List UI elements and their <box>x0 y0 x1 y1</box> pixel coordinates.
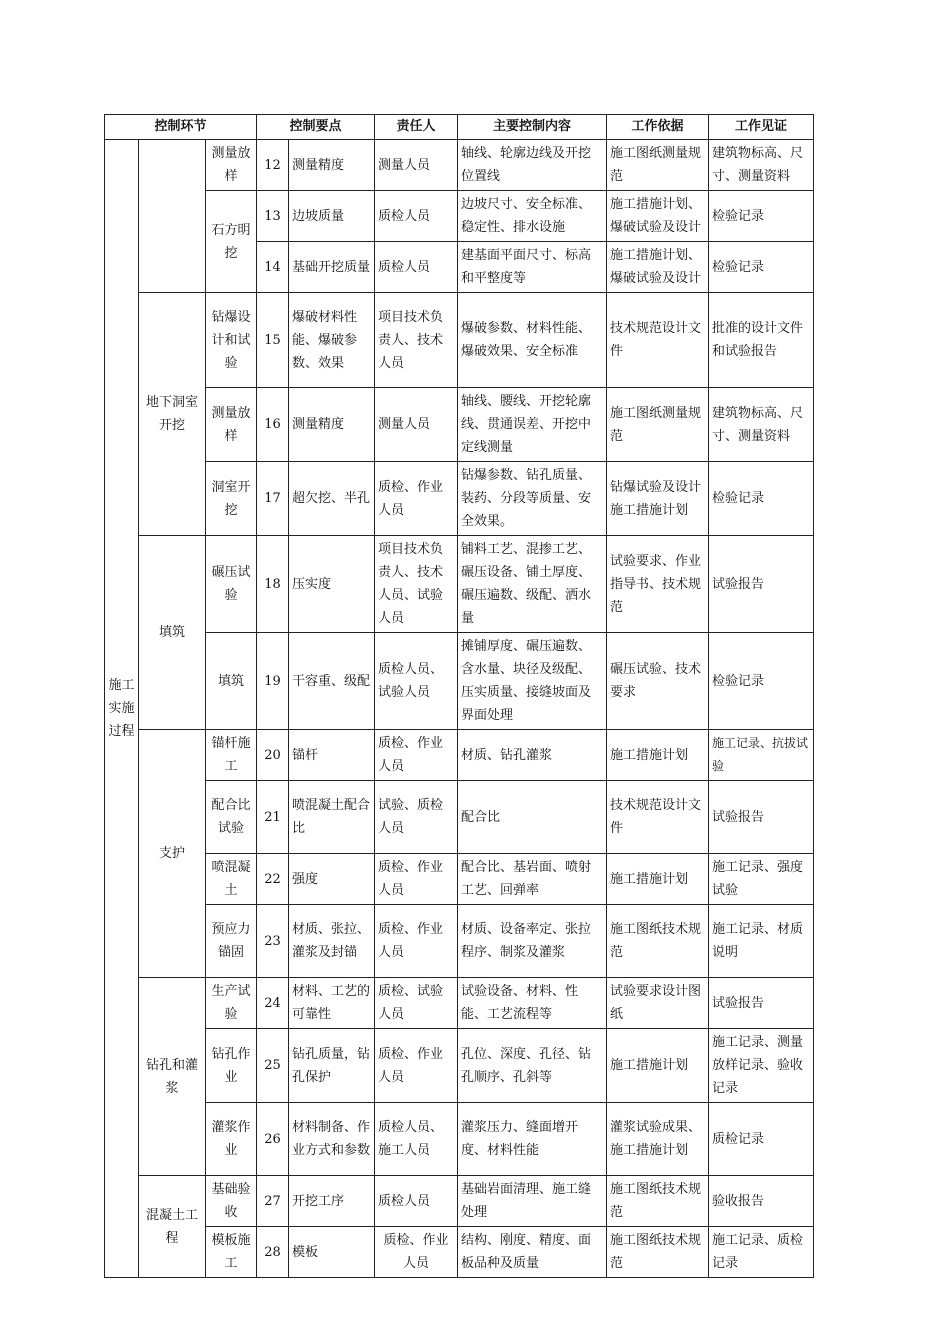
content-cell: 铺料工艺、混掺工艺、碾压设备、铺土厚度、碾压遍数、级配、洒水量 <box>458 536 607 633</box>
group-label: 地下洞室开挖 <box>139 293 206 536</box>
point-cell: 材料制备、作业方式和参数 <box>289 1103 375 1176</box>
evidence-cell: 检验记录 <box>709 462 814 536</box>
owner-cell: 质检人员 <box>375 1176 458 1227</box>
item-number: 17 <box>257 462 289 536</box>
basis-cell: 施工措施计划 <box>607 854 709 905</box>
header-row <box>105 115 814 140</box>
header-content: 主要控制内容 <box>458 115 607 140</box>
header-stage: 控制环节 <box>105 115 257 140</box>
evidence-cell: 试验报告 <box>709 978 814 1029</box>
table-row <box>105 536 814 633</box>
owner-cell: 质检、作业人员 <box>375 905 458 978</box>
basis-cell: 碾压试验、技术要求 <box>607 633 709 730</box>
evidence-cell: 质检记录 <box>709 1103 814 1176</box>
owner-cell: 测量人员 <box>375 388 458 462</box>
owner-cell: 项目技术负责人、技术人员 <box>375 293 458 388</box>
table-row <box>105 293 814 388</box>
point-cell: 钻孔质量，钻孔保护 <box>289 1029 375 1103</box>
point-cell: 干容重、级配 <box>289 633 375 730</box>
step-cell: 碾压试验 <box>206 536 257 633</box>
basis-cell: 施工图纸技术规范 <box>607 1176 709 1227</box>
evidence-cell: 施工记录、材质说明 <box>709 905 814 978</box>
content-cell: 钻爆参数、钻孔质量、装药、分段等质量、安全效果。 <box>458 462 607 536</box>
evidence-cell: 施工记录、质检记录 <box>709 1227 814 1278</box>
owner-cell: 质检、作业人员 <box>375 1227 458 1278</box>
table-row <box>105 905 814 978</box>
item-number: 16 <box>257 388 289 462</box>
item-number: 25 <box>257 1029 289 1103</box>
basis-cell: 试验要求、作业指导书、技术规范 <box>607 536 709 633</box>
content-cell: 孔位、深度、孔径、钻孔顺序、孔斜等 <box>458 1029 607 1103</box>
step-cell: 基础验收 <box>206 1176 257 1227</box>
point-cell: 材料、工艺的可靠性 <box>289 978 375 1029</box>
basis-cell: 施工图纸技术规范 <box>607 905 709 978</box>
step-cell: 锚杆施工 <box>206 730 257 781</box>
table-row <box>105 388 814 462</box>
step-cell: 测量放样 <box>206 140 257 191</box>
group-label: 钻孔和灌浆 <box>139 978 206 1176</box>
table-row <box>105 1227 814 1278</box>
content-cell: 轴线、腰线、开挖轮廓线、贯通误差、开挖中定线测量 <box>458 388 607 462</box>
item-number: 18 <box>257 536 289 633</box>
table-row <box>105 191 814 242</box>
owner-cell: 质检人员、施工人员 <box>375 1103 458 1176</box>
step-cell: 预应力锚固 <box>206 905 257 978</box>
basis-cell: 施工图纸技术规范 <box>607 1227 709 1278</box>
owner-cell: 质检、作业人员 <box>375 462 458 536</box>
table-row <box>105 730 814 781</box>
group-label-open-excavation <box>139 140 206 293</box>
owner-cell: 测量人员 <box>375 140 458 191</box>
content-cell: 材质、钻孔灌浆 <box>458 730 607 781</box>
owner-cell: 试验、质检人员 <box>375 781 458 854</box>
owner-cell: 质检人员、试验人员 <box>375 633 458 730</box>
group-label: 支护 <box>139 730 206 978</box>
basis-cell: 钻爆试验及设计施工措施计划 <box>607 462 709 536</box>
item-number: 19 <box>257 633 289 730</box>
header-point: 控制要点 <box>257 115 375 140</box>
evidence-cell: 施工记录、抗拔试验 <box>709 730 814 781</box>
item-number: 20 <box>257 730 289 781</box>
item-number: 23 <box>257 905 289 978</box>
group-label: 填筑 <box>139 536 206 730</box>
item-number: 24 <box>257 978 289 1029</box>
point-cell: 基础开挖质量 <box>289 242 375 293</box>
table-row <box>105 854 814 905</box>
header-basis: 工作依据 <box>607 115 709 140</box>
point-cell: 边坡质量 <box>289 191 375 242</box>
table-row <box>105 781 814 854</box>
evidence-cell: 施工记录、强度试验 <box>709 854 814 905</box>
basis-cell: 灌浆试验成果、施工措施计划 <box>607 1103 709 1176</box>
step-cell: 模板施工 <box>206 1227 257 1278</box>
step-cell: 钻孔作业 <box>206 1029 257 1103</box>
basis-cell: 技术规范设计文件 <box>607 293 709 388</box>
content-cell: 配合比、基岩面、喷射工艺、回弹率 <box>458 854 607 905</box>
content-cell: 摊铺厚度、碾压遍数、含水量、块径及级配、压实质量、接缝坡面及界面处理 <box>458 633 607 730</box>
item-number: 27 <box>257 1176 289 1227</box>
content-cell: 试验设备、材料、性能、工艺流程等 <box>458 978 607 1029</box>
step-cell: 洞室开挖 <box>206 462 257 536</box>
point-cell: 喷混凝土配合比 <box>289 781 375 854</box>
point-cell: 测量精度 <box>289 140 375 191</box>
content-cell: 材质、设备率定、张拉程序、制浆及灌浆 <box>458 905 607 978</box>
step-cell: 填筑 <box>206 633 257 730</box>
evidence-cell: 批准的设计文件和试验报告 <box>709 293 814 388</box>
evidence-cell: 检验记录 <box>709 242 814 293</box>
header-owner: 责任人 <box>375 115 458 140</box>
basis-cell: 施工图纸测量规范 <box>607 388 709 462</box>
point-cell: 模板 <box>289 1227 375 1278</box>
header-evidence: 工作见证 <box>709 115 814 140</box>
item-number: 12 <box>257 140 289 191</box>
item-number: 15 <box>257 293 289 388</box>
point-cell: 开挖工序 <box>289 1176 375 1227</box>
table-row <box>105 978 814 1029</box>
point-cell: 超欠挖、半孔 <box>289 462 375 536</box>
evidence-cell: 验收报告 <box>709 1176 814 1227</box>
content-cell: 结构、刚度、精度、面板品种及质量 <box>458 1227 607 1278</box>
quality-control-table <box>104 114 814 1278</box>
owner-cell: 项目技术负责人、技术人员、试验人员 <box>375 536 458 633</box>
point-cell: 测量精度 <box>289 388 375 462</box>
item-number: 28 <box>257 1227 289 1278</box>
item-number: 21 <box>257 781 289 854</box>
point-cell: 爆破材料性能、爆破参数、效果 <box>289 293 375 388</box>
content-cell: 建基面平面尺寸、标高和平整度等 <box>458 242 607 293</box>
group-label: 混凝土工程 <box>139 1176 206 1278</box>
content-cell: 爆破参数、材料性能、爆破效果、安全标准 <box>458 293 607 388</box>
step-cell: 钻爆设计和试验 <box>206 293 257 388</box>
point-cell: 锚杆 <box>289 730 375 781</box>
point-cell: 强度 <box>289 854 375 905</box>
table-row <box>105 1103 814 1176</box>
content-cell: 边坡尺寸、安全标准、稳定性、排水设施 <box>458 191 607 242</box>
owner-cell: 质检人员 <box>375 242 458 293</box>
table-row <box>105 462 814 536</box>
content-cell: 轴线、轮廓边线及开挖位置线 <box>458 140 607 191</box>
item-number: 22 <box>257 854 289 905</box>
content-cell: 基础岩面清理、施工缝处理 <box>458 1176 607 1227</box>
table-row <box>105 140 814 191</box>
owner-cell: 质检、作业人员 <box>375 854 458 905</box>
basis-cell: 施工图纸测量规范 <box>607 140 709 191</box>
owner-cell: 质检、作业人员 <box>375 730 458 781</box>
evidence-cell: 检验记录 <box>709 191 814 242</box>
evidence-cell: 建筑物标高、尺寸、测量资料 <box>709 140 814 191</box>
point-cell: 压实度 <box>289 536 375 633</box>
basis-cell: 施工措施计划 <box>607 730 709 781</box>
point-cell: 材质、张拉、灌浆及封锚 <box>289 905 375 978</box>
evidence-cell: 检验记录 <box>709 633 814 730</box>
basis-cell: 技术规范设计文件 <box>607 781 709 854</box>
evidence-cell: 试验报告 <box>709 781 814 854</box>
evidence-cell: 施工记录、测量放样记录、验收记录 <box>709 1029 814 1103</box>
table-row <box>105 1029 814 1103</box>
step-cell: 测量放样 <box>206 388 257 462</box>
step-cell: 石方明挖 <box>206 191 257 293</box>
item-number: 14 <box>257 242 289 293</box>
evidence-cell: 试验报告 <box>709 536 814 633</box>
step-cell: 配合比试验 <box>206 781 257 854</box>
table-row <box>105 633 814 730</box>
content-cell: 灌浆压力、缝面增开度、材料性能 <box>458 1103 607 1176</box>
step-cell: 喷混凝土 <box>206 854 257 905</box>
owner-cell: 质检、试验人员 <box>375 978 458 1029</box>
evidence-cell: 建筑物标高、尺寸、测量资料 <box>709 388 814 462</box>
item-number: 13 <box>257 191 289 242</box>
basis-cell: 试验要求设计图纸 <box>607 978 709 1029</box>
step-cell: 生产试验 <box>206 978 257 1029</box>
basis-cell: 施工措施计划、爆破试验及设计 <box>607 242 709 293</box>
step-cell: 灌浆作业 <box>206 1103 257 1176</box>
phase-label: 施工实施过程 <box>105 140 139 1278</box>
owner-cell: 质检人员 <box>375 191 458 242</box>
basis-cell: 施工措施计划 <box>607 1029 709 1103</box>
item-number: 26 <box>257 1103 289 1176</box>
content-cell: 配合比 <box>458 781 607 854</box>
table-row <box>105 1176 814 1227</box>
owner-cell: 质检、作业人员 <box>375 1029 458 1103</box>
basis-cell: 施工措施计划、爆破试验及设计 <box>607 191 709 242</box>
